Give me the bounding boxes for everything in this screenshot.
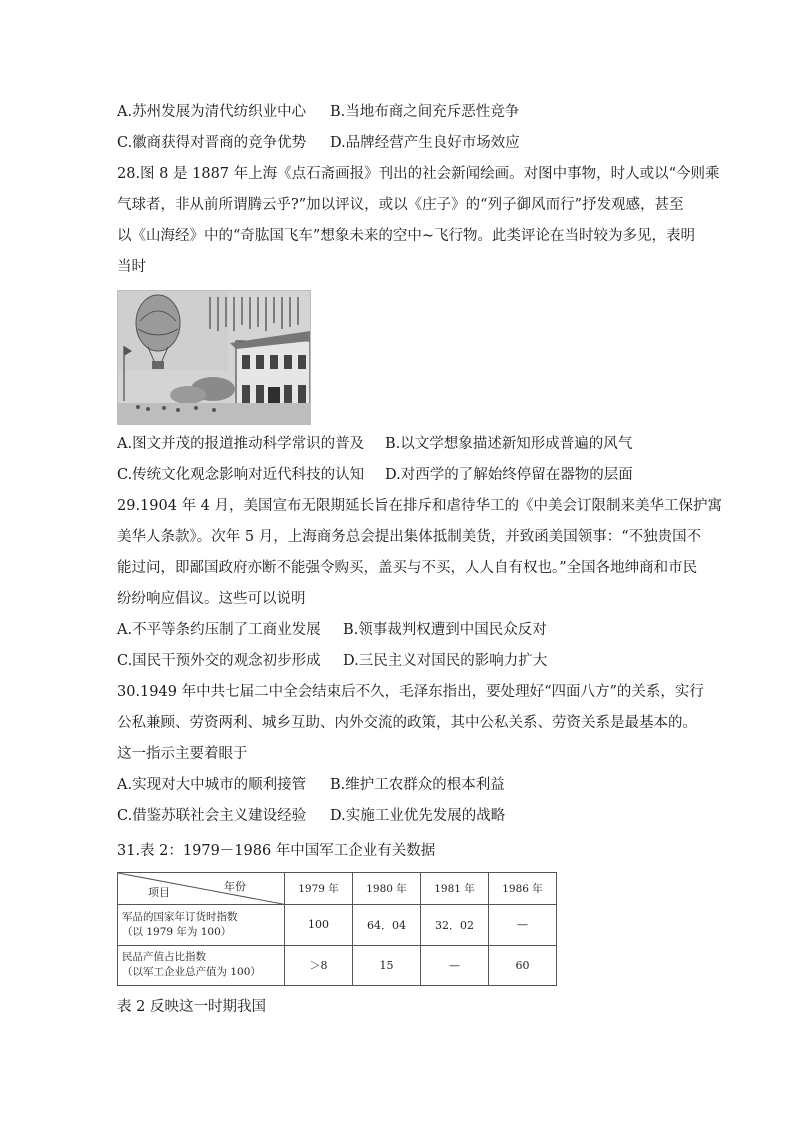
q27-option-a[interactable]: A.苏州发展为清代纺织业中心 bbox=[117, 104, 307, 120]
q31-title: 31.表 2：1979－1986 年中国军工企业有关数据 bbox=[117, 843, 436, 859]
table-cell: ＞8 bbox=[285, 945, 353, 985]
table-cell: — bbox=[489, 905, 557, 945]
q30-option-c[interactable]: C.借鉴苏联社会主义建设经验 bbox=[117, 808, 307, 824]
q30-stem-line: 公私兼顾、劳资两利、城乡互助、内外交流的政策，其中公私关系、劳资关系是最基本的。 bbox=[117, 715, 697, 731]
q29-stem-line: 纷纷响应倡议。这些可以说明 bbox=[117, 591, 306, 607]
table-header-row bbox=[118, 873, 557, 905]
table-row bbox=[118, 945, 557, 985]
q29-option-c[interactable]: C.国民干预外交的观念初步形成 bbox=[117, 653, 321, 669]
q30-stem-line: 30.1949 年中共七届二中全会结束后不久，毛泽东指出，要处理好“四面八方”的关系，实行 bbox=[117, 684, 704, 700]
year-header: 1979 年 bbox=[285, 873, 353, 905]
year-header: 1981 年 bbox=[421, 873, 489, 905]
q27-option-d[interactable]: D.品牌经营产生良好市场效应 bbox=[330, 135, 520, 151]
q28-stem-line: 28.图 8 是 1887 年上海《点石斋画报》刊出的社会新闻绘画。对图中事物，时人或以“今则乘 bbox=[117, 166, 720, 182]
q29-option-d[interactable]: D.三民主义对国民的影响力扩大 bbox=[343, 653, 548, 669]
table-cell: 15 bbox=[353, 945, 421, 985]
q30-option-b[interactable]: B.维护工农群众的根本利益 bbox=[330, 777, 505, 793]
row-label bbox=[118, 905, 285, 945]
q28-option-b[interactable]: B.以文学想象描述新知形成普遍的风气 bbox=[385, 436, 633, 452]
balloon-illustration-drawing bbox=[118, 291, 310, 424]
table-cell: 60 bbox=[489, 945, 557, 985]
q27-option-c[interactable]: C.徽商获得对晋商的竞争优势 bbox=[117, 135, 307, 151]
year-header: 1980 年 bbox=[353, 873, 421, 905]
row-label bbox=[118, 945, 285, 985]
corner-year-label: 年份 bbox=[224, 880, 246, 893]
corner-item-label: 项目 bbox=[148, 886, 170, 900]
data-table bbox=[117, 872, 557, 986]
table-corner-cell bbox=[118, 873, 285, 905]
q29-option-a[interactable]: A.不平等条约压制了工商业发展 bbox=[117, 622, 321, 638]
table-cell: 64．04 bbox=[353, 905, 421, 945]
row-label-line: 军品的国家年订货时指数 bbox=[122, 910, 238, 923]
q28-stem-line: 当时 bbox=[117, 259, 146, 275]
q29-stem-line: 美华人条款》。次年 5 月，上海商务总会提出集体抵制美货，并致函美国领事：“不独贵国不 bbox=[117, 529, 702, 545]
row-label-line: （以 1979 年为 100） bbox=[122, 925, 232, 938]
q28-option-d[interactable]: D.对西学的了解始终停留在器物的层面 bbox=[385, 467, 633, 483]
q29-stem-line: 能过问，即鄙国政府亦断不能强令购买，盖买与不买，人人自有权也。”全国各地绅商和市民 bbox=[117, 560, 698, 576]
table-row bbox=[118, 905, 557, 945]
q30-stem-line: 这一指示主要着眼于 bbox=[117, 746, 248, 762]
row-label-line: 民品产值占比指数 bbox=[122, 951, 206, 964]
balloon-illustration bbox=[117, 290, 311, 425]
year-header: 1986 年 bbox=[489, 873, 557, 905]
q30-option-a[interactable]: A.实现对大中城市的顺利接管 bbox=[117, 777, 307, 793]
table-cell: 100 bbox=[285, 905, 353, 945]
q30-option-d[interactable]: D.实施工业优先发展的战略 bbox=[330, 808, 506, 824]
q28-stem-line: 以《山海经》中的“奇肱国飞车”想象未来的空中~飞行物。此类评论在当时较为多见，表明 bbox=[117, 228, 695, 244]
q28-stem-line: 气球者，非从前所谓腾云乎?”加以评议，或以《庄子》的“列子御风而行”抒发观感，甚至 bbox=[117, 197, 684, 213]
q28-option-a[interactable]: A.图文并茂的报道推动科学常识的普及 bbox=[117, 436, 365, 452]
table-cell: 32．02 bbox=[421, 905, 489, 945]
q29-option-b[interactable]: B.领事裁判权遭到中国民众反对 bbox=[343, 622, 547, 638]
row-label-line: （以军工企业总产值为 100） bbox=[122, 966, 261, 979]
diagonal-divider bbox=[118, 873, 284, 904]
table-cell: — bbox=[421, 945, 489, 985]
q28-option-c[interactable]: C.传统文化观念影响对近代科技的认知 bbox=[117, 467, 365, 483]
q31-footer: 表 2 反映这一时期我国 bbox=[117, 999, 266, 1015]
q27-option-b[interactable]: B.当地布商之间充斥恶性竞争 bbox=[330, 104, 520, 120]
q29-stem-line: 29.1904 年 4 月，美国宣布无限期延长旨在排斥和虐待华工的《中美会订限制来美华工保护寓 bbox=[117, 498, 723, 514]
